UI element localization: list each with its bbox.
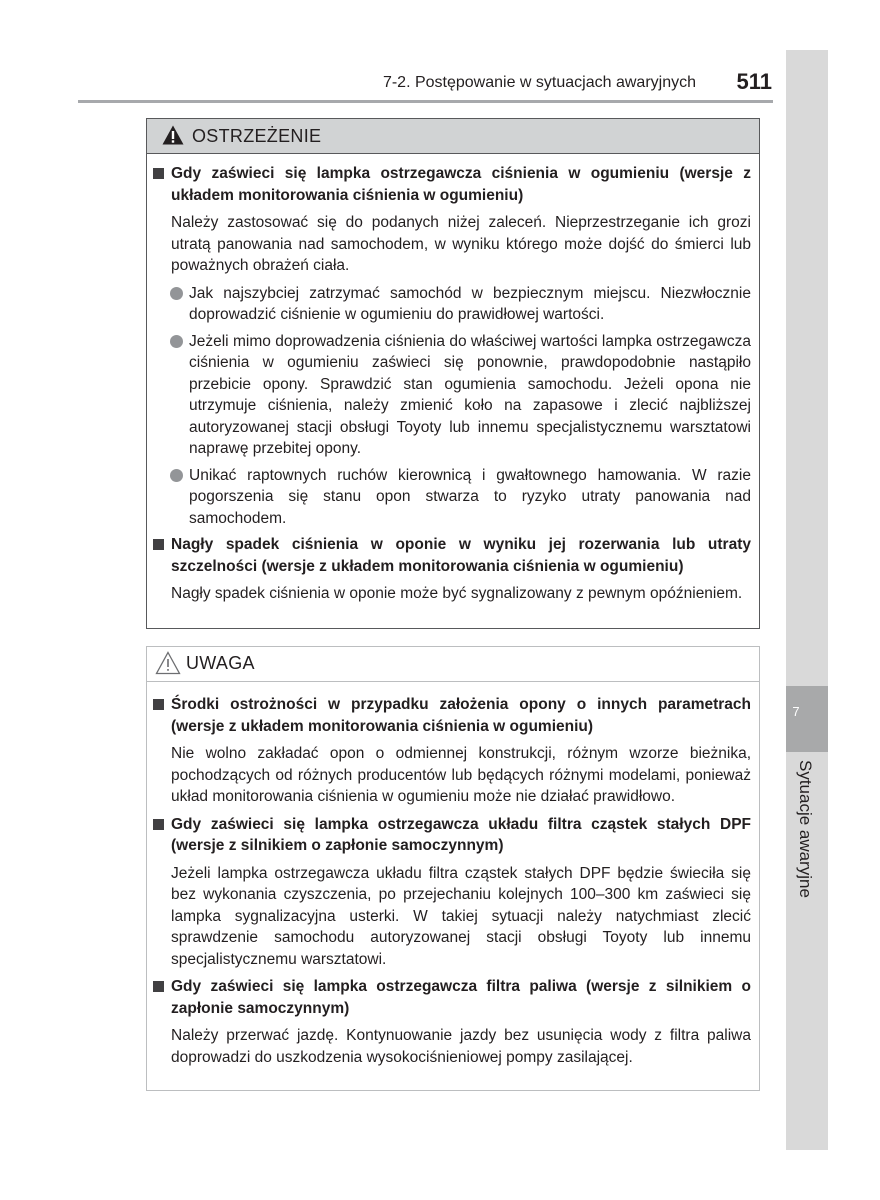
section-body: Nie wolno zakładać opon o odmiennej konstrukcji, różnym wzorze bieżnika, pochodzących od różnych producentów lub będących różnymi modelami, ponieważ układ monitorowania ciśnienia w ogumieniu może nie działać prawidłowo. (171, 745, 751, 805)
warning-title: OSTRZEŻENIE (192, 126, 322, 146)
notice-content (151, 694, 751, 1068)
warning-header (147, 119, 759, 154)
warning-triangle-filled-icon (162, 125, 184, 145)
square-bullet-icon (153, 539, 164, 550)
square-bullet-icon (153, 168, 164, 179)
page-number: 511 (736, 69, 772, 94)
notice-section (151, 976, 751, 1068)
warning-box (146, 118, 760, 629)
notice-section (151, 814, 751, 971)
warning-section (151, 534, 751, 605)
section-title: Nagły spadek ciśnienia w oponie w wyniku jej rozerwania lub utraty szczelności (wersje z układem monitorowania ciśnienia w ogumieniu) (151, 534, 751, 577)
list-item: Jak najszybciej zatrzymać samochód w bezpiecznym miejscu. Niezwłocznie doprowadzić ciśnienie w ogumieniu do prawidłowej wartości. (170, 283, 751, 326)
notice-section (151, 694, 751, 808)
running-header-title: 7-2. Postępowanie w sytuacjach awaryjnych (382, 74, 696, 91)
square-bullet-icon (153, 819, 164, 830)
list-item: Unikać raptownych ruchów kierownicą i gwałtownego hamowania. W razie pogorszenia się stanu opon stwarza to ryzyko utraty panowania nad samochodem. (170, 465, 751, 530)
section-title: Gdy zaświeci się lampka ostrzegawcza filtra paliwa (wersje z silnikiem o zapłonie samoczynnym) (151, 976, 751, 1019)
chapter-tab (786, 686, 828, 752)
section-title: Środki ostrożności w przypadku założenia opony o innych parametrach (wersje z układem monitorowania ciśnienia w ogumieniu) (151, 694, 751, 737)
section-body: Nagły spadek ciśnienia w oponie może być sygnalizowany z pewnym opóźnieniem. (171, 585, 743, 602)
notice-header (147, 647, 759, 682)
warning-section (151, 163, 751, 529)
round-bullet-icon (170, 287, 183, 300)
side-strip (786, 50, 828, 1150)
list-item: Jeżeli mimo doprowadzenia ciśnienia do właściwej wartości lampka ostrzegawcza ciśnienia w ogumieniu zaświeci się ponownie, prawdopodobnie nastąpiło przebicie opony. Sprawdzić stan ogumienia samochodu. Jeżeli opona nie utrzymuje ciśnienia, należy zmienić koło na zapasowe i zlecić najbliższej autoryzowanej stacji obsługi Toyoty lub innemu specjalistycznemu warsztatowi naprawę przebitej opony. (170, 331, 751, 460)
section-title: Gdy zaświeci się lampka ostrzegawcza ciśnienia w ogumieniu (wersje z układem monitorowania ciśnienia w ogumieniu) (151, 163, 751, 206)
notice-title: UWAGA (186, 653, 255, 673)
warning-content (151, 163, 751, 605)
warning-triangle-outline-icon (155, 651, 181, 675)
section-body: Należy przerwać jazdę. Kontynuowanie jazdy bez usunięcia wody z filtra paliwa doprowadzi do uszkodzenia wysokociśnieniowej pompy zasilającej. (171, 1027, 751, 1066)
section-body: Jeżeli lampka ostrzegawcza układu filtra cząstek stałych DPF będzie świeciła się bez wykonania czyszczenia, po przejechaniu kolejnych 100–300 km zaświeci się lampka sygnalizacyjna usterki. W takiej sytuacji należy natychmiast zlecić sprawdzenie samochodu autoryzowanej stacji obsługi Toyoty lub innemu specjalistycznemu warsztatowi. (171, 864, 751, 968)
square-bullet-icon (153, 981, 164, 992)
chapter-number: 7 (792, 704, 800, 719)
round-bullet-icon (170, 335, 183, 348)
notice-box (146, 646, 760, 1091)
bullet-list (151, 283, 751, 530)
round-bullet-icon (170, 469, 183, 482)
header-rule (78, 100, 773, 103)
chapter-label: Sytuacje awaryjne (796, 760, 815, 898)
section-body: Należy zastosować się do podanych niżej zaleceń. Nieprzestrzeganie ich grozi utratą panowania nad samochodem, w wyniku którego może dojść do śmierci lub poważnych obrażeń ciała. (171, 214, 751, 274)
square-bullet-icon (153, 699, 164, 710)
section-title: Gdy zaświeci się lampka ostrzegawcza układu filtra cząstek stałych DPF (wersje z silnikiem o zapłonie samoczynnym) (151, 814, 751, 857)
